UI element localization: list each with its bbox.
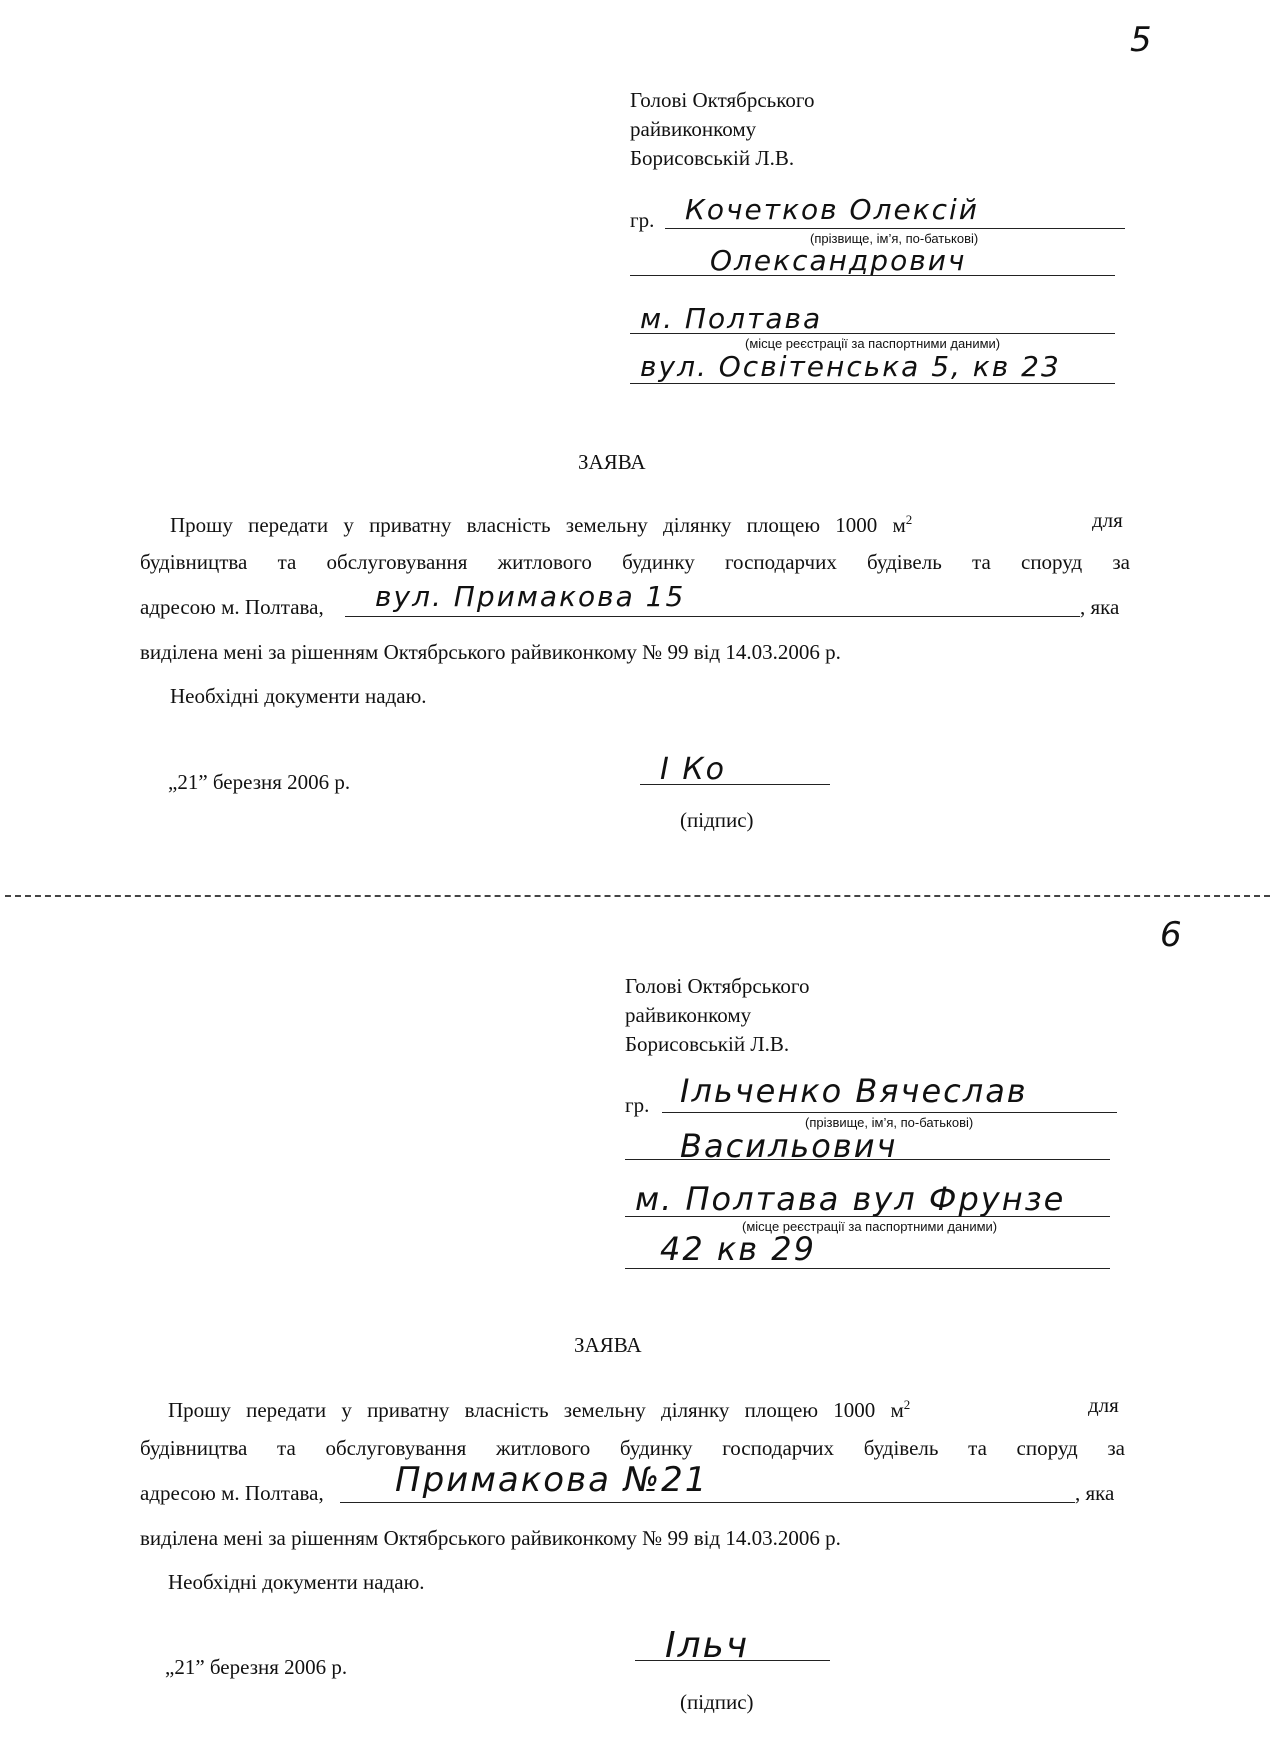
body-line-1-end: для (1092, 508, 1123, 532)
signature-caption: (підпис) (680, 808, 754, 832)
addressee-line-2: райвиконкому (625, 1003, 752, 1027)
plot-address-field[interactable]: вул. Примакова 15 (375, 580, 686, 613)
name-underline-2 (625, 1159, 1110, 1160)
signature-underline (640, 784, 830, 785)
superscript: 2 (903, 1397, 911, 1412)
body-line-4: виділена мені за рішенням Октябрського райвиконкому № 99 від 14.03.2006 р. (140, 1526, 841, 1550)
addressee-line-3: Борисовській Л.В. (625, 1032, 790, 1056)
body-line-3-suffix: , яка (1075, 1481, 1115, 1505)
body-line-3-suffix: , яка (1080, 595, 1120, 619)
name-field-2[interactable]: Олександрович (710, 244, 967, 277)
body-line-4: виділена мені за рішенням Октябрського райвиконкому № 99 від 14.03.2006 р. (140, 640, 841, 664)
address-field-2[interactable]: вул. Освітенська 5, кв 23 (640, 350, 1061, 383)
body-line-3-prefix: адресою м. Полтава, (140, 1481, 324, 1505)
address-underline-2 (630, 383, 1115, 384)
addressee-line-1: Голові Октябрського (625, 974, 810, 998)
signature[interactable]: І Ко (660, 752, 727, 787)
plot-address-field[interactable]: Примакова №21 (395, 1460, 709, 1500)
address-field-2[interactable]: 42 кв 29 (660, 1230, 816, 1268)
address-field-1[interactable]: м. Полтава вул Фрунзе (635, 1180, 1066, 1218)
signature-caption: (підпис) (680, 1690, 754, 1714)
date: „21” березня 2006 р. (165, 1655, 348, 1679)
name-underline-2 (630, 275, 1115, 276)
body-line-1-text: Прошу передати у приватну власність земельну ділянку площею 1000 м (170, 513, 906, 537)
name-field-1[interactable]: Кочетков Олексій (685, 193, 979, 226)
plot-address-underline (340, 1502, 1075, 1503)
body-line-2: будівництва та обслуговування житлового будинку господарчих будівель та споруд за (140, 1436, 1125, 1460)
signature[interactable]: Ільч (665, 1625, 750, 1666)
page-number: 6 (1160, 915, 1182, 955)
address-caption: (місце реєстрації за паспортними даними) (742, 1219, 998, 1234)
superscript: 2 (905, 512, 913, 527)
body-line-1-end: для (1088, 1393, 1119, 1417)
address-field-1[interactable]: м. Полтава (640, 302, 823, 335)
page-number: 5 (1130, 20, 1152, 60)
address-caption: (місце реєстрації за паспортними даними) (745, 336, 1001, 351)
body-line-1-text: Прошу передати у приватну власність земельну ділянку площею 1000 м (168, 1398, 904, 1422)
date: „21” березня 2006 р. (168, 770, 351, 794)
name-underline-1 (665, 228, 1125, 229)
plot-address-underline (345, 616, 1080, 617)
body-line-1 (168, 1393, 910, 1422)
citizen-prefix: гр. (625, 1093, 650, 1117)
address-underline-1 (630, 333, 1115, 334)
signature-underline (635, 1660, 830, 1661)
documents-note: Необхідні документи надаю. (170, 684, 427, 708)
body-line-1 (170, 508, 912, 537)
title: ЗАЯВА (574, 1333, 642, 1357)
body-line-3-prefix: адресою м. Полтава, (140, 595, 324, 619)
address-underline-2 (625, 1268, 1110, 1269)
address-underline-1 (625, 1216, 1110, 1217)
citizen-prefix: гр. (630, 208, 655, 232)
name-caption: (прізвище, ім’я, по-батькові) (805, 1115, 974, 1130)
cut-line-divider (5, 895, 1270, 897)
name-field-1[interactable]: Ільченко Вячеслав (680, 1072, 1028, 1110)
title: ЗАЯВА (578, 450, 646, 474)
documents-note: Необхідні документи надаю. (168, 1570, 425, 1594)
name-field-2[interactable]: Васильович (680, 1127, 898, 1165)
addressee-line-2: райвиконкому (630, 117, 757, 141)
name-caption: (прізвище, ім’я, по-батькові) (810, 231, 979, 246)
addressee-line-1: Голові Октябрського (630, 88, 815, 112)
body-line-2: будівництва та обслуговування житлового будинку господарчих будівель та споруд за (140, 550, 1130, 574)
name-underline-1 (662, 1112, 1117, 1113)
addressee-line-3: Борисовській Л.В. (630, 146, 795, 170)
